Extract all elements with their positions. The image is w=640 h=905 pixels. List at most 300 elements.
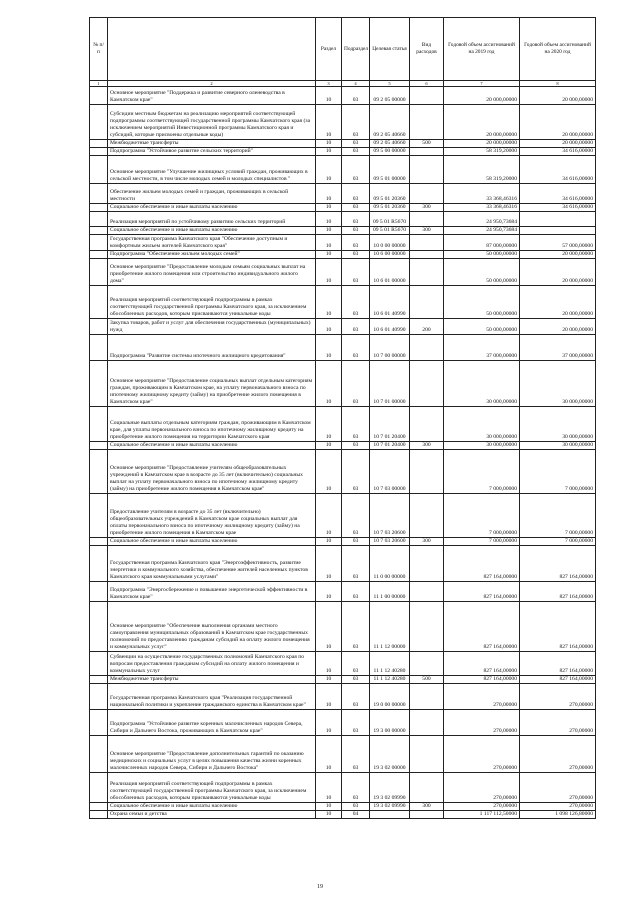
row-podrazdel: 03 [342,148,370,156]
row-csr [370,811,410,819]
row-amount-2020: 827 164,00000 [520,546,596,582]
header-podrazdel: Подраздел [342,18,370,81]
table-body [90,81,596,819]
row-csr: 10 7 00 00000 [370,335,410,361]
table-row [90,361,596,407]
table-row [90,736,596,773]
table-row [90,212,596,227]
row-number [90,87,108,105]
row-razdel: 10 [316,538,342,546]
row-number [90,676,108,684]
row-name: Государственная программа Камчатского края "Реализация государственной национальной политики и укрепление гражданского единства в Камчатском крае" [108,684,316,710]
row-razdel: 10 [316,251,342,259]
row-vr: 300 [410,442,444,450]
row-csr: 19 3 02 09990 [370,803,410,811]
row-vr [410,684,444,710]
table-row [90,140,596,148]
row-amount-2019: 30 000,00000 [444,407,520,442]
header-2020: Годовой объем ассигнований на 2020 год [520,18,596,81]
row-amount-2019: 37 000,00000 [444,335,520,361]
row-name: Социальное обеспечение и иные выплаты населению [108,227,316,235]
row-csr: 10 7 01 20400 [370,407,410,442]
row-vr [410,582,444,602]
row-razdel: 10 [316,156,342,184]
row-name: Закупка товаров, работ и услуг для обеспечения государственных (муниципальных) нужд [108,319,316,335]
row-amount-2019: 827 164,00000 [444,582,520,602]
row-podrazdel: 03 [342,494,370,538]
table-row [90,494,596,538]
row-number [90,538,108,546]
row-csr: 19 0 00 00000 [370,684,410,710]
table-row [90,684,596,710]
row-vr: 200 [410,319,444,335]
row-podrazdel: 03 [342,407,370,442]
row-amount-2019: 270,00000 [444,736,520,773]
row-amount-2019: 20 000,00000 [444,105,520,140]
table-row [90,546,596,582]
row-amount-2020: 7 000,00000 [520,538,596,546]
row-razdel: 10 [316,736,342,773]
row-name: Основное мероприятие "Обеспечение выполнения органами местного самоуправления муниципальных образований в Камчатском крае государственных полномочий по предоставлению гражданам субсидий на оплату жилого помещения и коммунальных услуг" [108,602,316,652]
row-podrazdel: 03 [342,538,370,546]
row-podrazdel: 03 [342,803,370,811]
row-csr: 10 6 01 40990 [370,286,410,319]
row-vr: 300 [410,538,444,546]
row-vr: 300 [410,227,444,235]
row-razdel: 10 [316,494,342,538]
row-csr: 19 3 02 00000 [370,736,410,773]
col-number: 8 [520,81,596,87]
row-vr: 300 [410,803,444,811]
row-name: Субвенции на осуществление государственных полномочий Камчатского края по вопросам предоставления гражданам субсидий на оплату жилого помещения и коммунальных услуг [108,652,316,676]
col-number: 6 [410,81,444,87]
row-amount-2020: 30 000,00000 [520,361,596,407]
row-csr: 11 0 00 00000 [370,546,410,582]
row-podrazdel: 03 [342,319,370,335]
row-amount-2020: 20 000,00000 [520,87,596,105]
row-amount-2020 [520,227,596,235]
row-podrazdel: 03 [342,259,370,286]
row-name: Основное мероприятие "Поддержка и развитие северного оленеводства в Камчатском крае" [108,87,316,105]
row-name: Обеспечение жильем молодых семей и граждан, проживающих в сельской местности [108,184,316,204]
row-razdel: 10 [316,803,342,811]
row-name: Охрана семьи и детства [108,811,316,819]
header-num: № п/п [90,18,108,81]
row-csr: 11 1 12 40280 [370,652,410,676]
table-row [90,87,596,105]
row-amount-2020: 270,00000 [520,684,596,710]
budget-table [89,17,596,819]
row-csr: 09 5 01 R5670 [370,227,410,235]
row-name: Реализация мероприятий соответствующей подпрограммы в рамках соответствующей государственной программы Камчатского края, за исключением обособленных расходов, которым присваиваются уникальные коды [108,773,316,803]
table-row [90,582,596,602]
row-razdel: 10 [316,204,342,212]
row-name: Государственная программа Камчатского края "Обеспечение доступным и комфортным жильем жителей Камчатского края" [108,235,316,251]
row-amount-2020: 1 098 126,80000 [520,811,596,819]
row-podrazdel: 03 [342,582,370,602]
row-number [90,710,108,736]
table-row [90,259,596,286]
row-podrazdel: 03 [342,235,370,251]
table-row [90,803,596,811]
table-header [90,18,596,81]
row-razdel: 10 [316,546,342,582]
row-amount-2020: 270,00000 [520,803,596,811]
header-name [108,18,316,81]
table-row [90,450,596,494]
row-csr: 09 2 05 40660 [370,140,410,148]
row-vr [410,407,444,442]
row-number [90,582,108,602]
row-number [90,204,108,212]
row-vr [410,335,444,361]
row-csr: 09 5 01 R5670 [370,212,410,227]
row-razdel: 10 [316,105,342,140]
row-number [90,156,108,184]
row-name: Подпрограмма "Энергосбережение и повышение энергетической эффективности в Камчатском крае" [108,582,316,602]
row-csr: 10 6 01 00000 [370,259,410,286]
table-row [90,710,596,736]
row-amount-2020: 7 000,00000 [520,494,596,538]
row-amount-2019: 270,00000 [444,684,520,710]
row-razdel: 10 [316,184,342,204]
row-vr [410,212,444,227]
row-amount-2019: 270,00000 [444,710,520,736]
row-csr: 11 1 12 40280 [370,676,410,684]
row-amount-2019: 33 368,46316 [444,184,520,204]
row-csr: 09 5 01 00000 [370,156,410,184]
row-amount-2020: 20 000,00000 [520,259,596,286]
row-csr: 11 1 12 00000 [370,602,410,652]
row-amount-2020: 34 616,00000 [520,148,596,156]
col-number: 4 [342,81,370,87]
row-amount-2020: 57 000,00000 [520,235,596,251]
table-row [90,407,596,442]
col-number: 2 [108,81,316,87]
row-razdel: 10 [316,227,342,235]
row-vr [410,286,444,319]
table-row [90,148,596,156]
table-row [90,602,596,652]
col-number: 5 [370,81,410,87]
row-vr [410,546,444,582]
row-number [90,319,108,335]
row-amount-2020: 827 164,00000 [520,676,596,684]
row-csr: 09 5 01 20360 [370,184,410,204]
table-row [90,676,596,684]
row-razdel: 10 [316,286,342,319]
row-number [90,494,108,538]
row-razdel: 10 [316,652,342,676]
row-csr: 10 7 03 00000 [370,450,410,494]
row-csr: 09 5 01 20360 [370,204,410,212]
row-vr [410,450,444,494]
row-amount-2020: 270,00000 [520,736,596,773]
row-amount-2019: 270,00000 [444,773,520,803]
row-name: Основное мероприятие "Предоставление учителям общеобразовательных учреждений в Камчатском крае в возрасте до 35 лет (включительно) социальных выплат на уплату первоначального взноса по ипотечному жилищному кредиту (займу) на приобретение жилого помещения в Камчатском крае" [108,450,316,494]
row-name: Подпрограмма "Обеспечение жильем молодых семей" [108,251,316,259]
row-name: Субсидии местным бюджетам на реализацию мероприятий соответствующей подпрограммы соответствующей государственной программы Камчатского края (за исключением мероприятий Инвестиционной программы Камчатского края и субсидий, которые присвоены отдельные коды) [108,105,316,140]
row-name: Подпрограмма "Устойчивое развитие коренных малочисленных народов Севера, Сибири и Дальнего Востока, проживающих в Камчатском крае" [108,710,316,736]
row-amount-2019: 30 000,00000 [444,361,520,407]
row-razdel: 10 [316,602,342,652]
row-podrazdel: 03 [342,710,370,736]
row-amount-2020: 20 000,00000 [520,286,596,319]
row-number [90,407,108,442]
row-amount-2019: 20 000,00000 [444,140,520,148]
row-amount-2020: 30 000,00000 [520,407,596,442]
row-number [90,450,108,494]
row-podrazdel: 03 [342,442,370,450]
row-number [90,251,108,259]
row-name: Подпрограмма "Устойчивое развитие сельских территорий" [108,148,316,156]
row-amount-2019: 827 164,00000 [444,546,520,582]
page-number: 19 [317,884,323,890]
row-amount-2019: 58 319,20000 [444,148,520,156]
row-amount-2019: 24 950,73684 [444,227,520,235]
table-row [90,442,596,450]
row-podrazdel: 03 [342,87,370,105]
row-name: Основное мероприятие "Предоставление молодым семьям социальных выплат на приобретение жилого помещения или строительство индивидуального жилого дома" [108,259,316,286]
table-row [90,773,596,803]
row-amount-2019: 20 000,00000 [444,87,520,105]
row-razdel: 10 [316,676,342,684]
row-podrazdel: 03 [342,156,370,184]
row-amount-2019: 50 000,00000 [444,259,520,286]
budget-table-sheet [89,17,595,819]
row-vr [410,184,444,204]
row-number [90,148,108,156]
row-number [90,235,108,251]
row-podrazdel: 03 [342,212,370,227]
table-row [90,319,596,335]
header-vr: Вид расходов [410,18,444,81]
row-csr: 10 6 01 40990 [370,319,410,335]
header-2019: Годовой объем ассигнований на 2019 год [444,18,520,81]
row-name: Межбюджетные трансферты [108,676,316,684]
row-number [90,803,108,811]
row-csr: 19 3 02 09990 [370,773,410,803]
row-number [90,227,108,235]
row-podrazdel: 03 [342,335,370,361]
row-amount-2020: 34 616,00000 [520,156,596,184]
row-name: Предоставление учителям в возрасте до 35 лет (включительно) общеобразовательных учреждений в Камчатском крае социальных выплат для оплаты первоначального взноса по ипотечному жилищному кредиту (займу) на приобретение жилого помещения в Камчатском крае [108,494,316,538]
col-number: 1 [90,81,108,87]
row-podrazdel: 03 [342,684,370,710]
row-name: Социальное обеспечение и иные выплаты населению [108,538,316,546]
row-vr [410,652,444,676]
row-amount-2019: 1 117 112,50000 [444,811,520,819]
row-vr: 500 [410,676,444,684]
row-podrazdel: 03 [342,286,370,319]
row-name: Социальное обеспечение и иные выплаты населению [108,204,316,212]
row-vr [410,736,444,773]
row-razdel: 10 [316,450,342,494]
row-name: Межбюджетные трансферты [108,140,316,148]
row-csr: 10 7 01 20400 [370,442,410,450]
row-amount-2019: 827 164,00000 [444,602,520,652]
row-razdel: 10 [316,212,342,227]
row-amount-2020: 827 164,00000 [520,652,596,676]
table-row [90,538,596,546]
row-vr [410,87,444,105]
row-podrazdel: 03 [342,652,370,676]
row-amount-2019: 50 000,00000 [444,319,520,335]
row-number [90,361,108,407]
row-csr: 10 0 00 00000 [370,235,410,251]
row-number [90,212,108,227]
row-razdel: 10 [316,684,342,710]
row-vr [410,773,444,803]
row-vr [410,710,444,736]
row-amount-2020: 20 000,00000 [520,140,596,148]
row-csr: 09 2 05 00000 [370,87,410,105]
row-vr: 500 [410,140,444,148]
row-amount-2020: 34 616,00000 [520,184,596,204]
row-number [90,184,108,204]
row-number [90,811,108,819]
row-razdel: 10 [316,319,342,335]
row-amount-2020: 827 164,00000 [520,582,596,602]
row-amount-2019: 33 368,46316 [444,204,520,212]
row-vr [410,811,444,819]
row-amount-2019: 827 164,00000 [444,652,520,676]
table-row [90,251,596,259]
row-name: Социальные выплаты отдельным категориям граждан, проживающим в Камчатском крае, для уплаты первоначального взноса по ипотечному жилищному кредиту на приобретение жилого помещения на территории Камчатского края [108,407,316,442]
row-name: Социальное обеспечение и иные выплаты населению [108,803,316,811]
row-amount-2020: 20 000,00000 [520,105,596,140]
table-row [90,286,596,319]
table-row [90,156,596,184]
col-number: 3 [316,81,342,87]
row-razdel: 10 [316,140,342,148]
row-vr [410,251,444,259]
header-razdel: Раздел [316,18,342,81]
row-number [90,773,108,803]
table-row [90,811,596,819]
row-amount-2020: 270,00000 [520,710,596,736]
row-amount-2019: 7 000,00000 [444,538,520,546]
row-vr [410,494,444,538]
row-amount-2020: 270,00000 [520,773,596,803]
row-podrazdel: 03 [342,450,370,494]
table-row [90,652,596,676]
row-podrazdel: 03 [342,105,370,140]
row-csr: 09 5 00 00000 [370,148,410,156]
table-row [90,105,596,140]
row-amount-2020: 20 000,00000 [520,319,596,335]
col-number: 7 [444,81,520,87]
row-podrazdel: 03 [342,140,370,148]
row-amount-2019: 7 000,00000 [444,450,520,494]
row-amount-2020: 37 000,00000 [520,335,596,361]
row-razdel: 10 [316,148,342,156]
row-amount-2019: 7 000,00000 [444,494,520,538]
row-vr [410,156,444,184]
row-razdel: 10 [316,335,342,361]
row-name: Государственная программа Камчатского края "Энергоэффективность, развитие энергетики и коммунального хозяйства, обеспечение жителей населенных пунктов Камчатского края коммунальными услугами" [108,546,316,582]
row-number [90,652,108,676]
row-name: Основное мероприятие "Предоставление социальных выплат отдельным категориям граждан, проживающим в Камчатском крае, на уплату первоначального взноса по ипотечному жилищному кредиту (займу) на приобретение жилого помещения в Камчатском крае" [108,361,316,407]
row-name: Реализация мероприятий по устойчивому развитию сельских территорий [108,212,316,227]
row-vr [410,361,444,407]
row-razdel: 10 [316,235,342,251]
row-podrazdel: 03 [342,227,370,235]
row-razdel: 10 [316,259,342,286]
header-csr: Целевая статья [370,18,410,81]
row-podrazdel: 03 [342,184,370,204]
row-amount-2020 [520,212,596,227]
row-razdel: 10 [316,773,342,803]
row-razdel: 10 [316,361,342,407]
row-csr: 10 7 03 20600 [370,494,410,538]
row-csr: 19 3 00 00000 [370,710,410,736]
row-number [90,140,108,148]
row-amount-2019: 58 319,20000 [444,156,520,184]
row-number [90,335,108,361]
row-name: Подпрограмма "Развитие системы ипотечного жилищного кредитования" [108,335,316,361]
row-vr [410,259,444,286]
row-podrazdel: 03 [342,736,370,773]
row-number [90,684,108,710]
row-podrazdel: 03 [342,204,370,212]
row-amount-2020: 20 000,00000 [520,251,596,259]
table-row [90,204,596,212]
row-vr [410,235,444,251]
row-name: Социальное обеспечение и иные выплаты населению [108,442,316,450]
row-name: Основное мероприятие "Предоставление дополнительных гарантий по оказанию медицинских и социальных услуг в целях повышения качества жизни коренных малочисленных народов Севера, Сибири и Дальнего Востока" [108,736,316,773]
row-podrazdel: 03 [342,676,370,684]
row-vr: 300 [410,204,444,212]
table-row [90,184,596,204]
row-amount-2019: 87 000,00000 [444,235,520,251]
table-row [90,227,596,235]
row-csr: 09 2 05 40660 [370,105,410,140]
row-number [90,259,108,286]
row-csr: 11 1 00 00000 [370,582,410,602]
row-amount-2019: 270,00000 [444,803,520,811]
row-podrazdel: 03 [342,773,370,803]
row-number [90,736,108,773]
row-csr: 10 6 00 00000 [370,251,410,259]
row-amount-2019: 50 000,00000 [444,286,520,319]
row-vr [410,602,444,652]
row-podrazdel: 03 [342,546,370,582]
row-amount-2019: 30 000,00000 [444,442,520,450]
row-razdel: 10 [316,407,342,442]
row-vr [410,105,444,140]
row-podrazdel: 03 [342,602,370,652]
row-amount-2020: 34 616,00000 [520,204,596,212]
row-amount-2020: 30 000,00000 [520,442,596,450]
row-razdel: 10 [316,87,342,105]
row-name: Основное мероприятие "Улучшение жилищных условий граждан, проживающих в сельской местности, в том числе молодых семей и молодых специалистов " [108,156,316,184]
row-number [90,442,108,450]
row-razdel: 10 [316,811,342,819]
row-csr: 10 7 01 00000 [370,361,410,407]
row-csr: 10 7 03 20600 [370,538,410,546]
row-name: Реализация мероприятий соответствующей подпрограммы в рамках соответствующей государственной программы Камчатского края, за исключением обособленных расходов, которым присваиваются уникальные коды [108,286,316,319]
row-number [90,546,108,582]
table-row [90,235,596,251]
row-razdel: 10 [316,442,342,450]
row-amount-2019: 827 164,00000 [444,676,520,684]
row-amount-2019: 50 000,00000 [444,251,520,259]
row-number [90,286,108,319]
row-number [90,105,108,140]
table-row [90,335,596,361]
row-number [90,602,108,652]
